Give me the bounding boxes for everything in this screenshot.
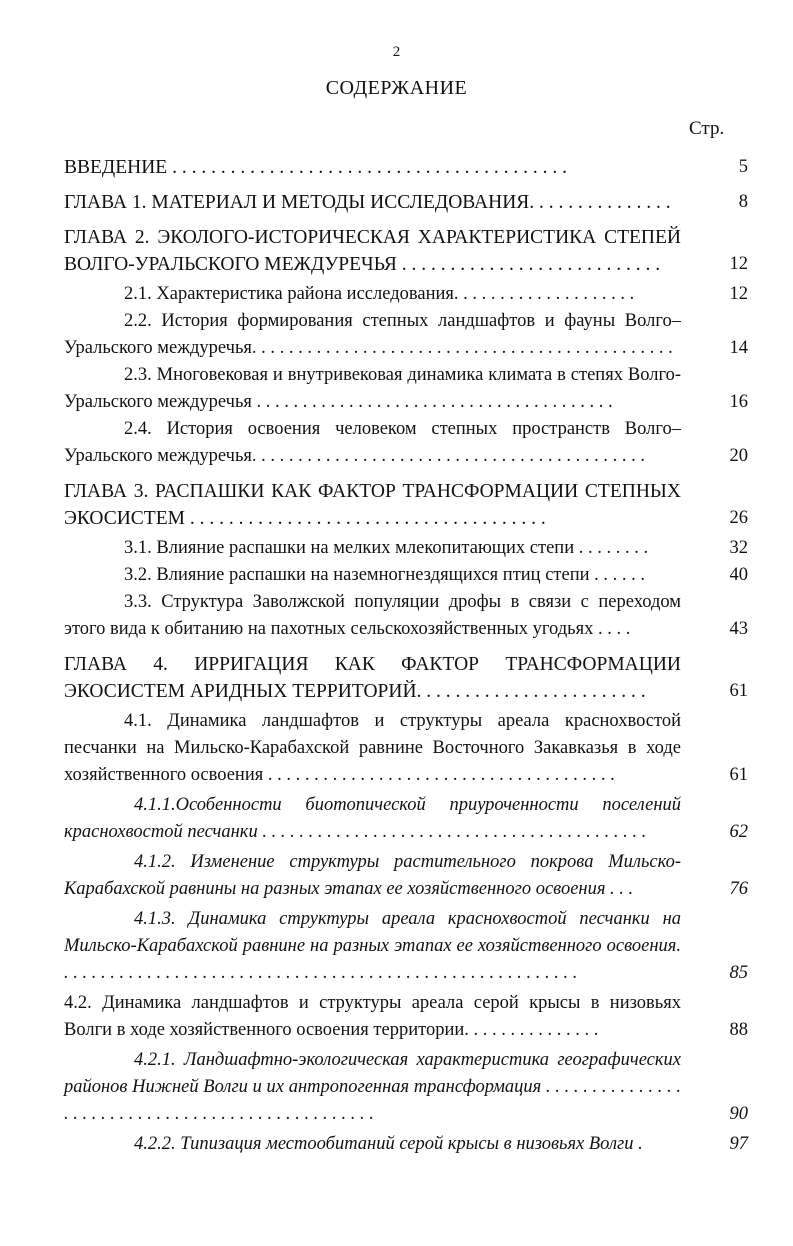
toc-entry-3-2 xyxy=(64,562,748,589)
toc-entry-page: 43 xyxy=(729,619,748,639)
toc-entry-page: 26 xyxy=(729,508,748,528)
toc-entry-text: ГЛАВА 1. МАТЕРИАЛ И МЕТОДЫ ИССЛЕДОВАНИЯ. . . . . . . . . . . . . . . xyxy=(64,192,671,213)
toc-entry-2-4 xyxy=(64,416,748,470)
toc-entry-text: 4.1. Динамика ландшафтов и структуры ареала краснохвостой песчанки на Мильско-Карабахской равнине Восточного Закавказья в ходе хозяйственного освоения . . . . . . . . . . . . . . . . . . . . . . . . . . . . . . . . . . . . . . xyxy=(64,711,681,785)
toc-entry-4-1-3 xyxy=(64,906,748,987)
toc-entry-page: 90 xyxy=(729,1104,748,1124)
toc-entry-text: ГЛАВА 2. ЭКОЛОГО-ИСТОРИЧЕСКАЯ ХАРАКТЕРИСТИКА СТЕПЕЙ ВОЛГО-УРАЛЬСКОГО МЕЖДУРЕЧЬЯ . . . . . . . . . . . . . . . . . . . . . . . . . . . xyxy=(64,227,681,275)
toc-entry-chapter-4 xyxy=(64,651,748,705)
page-column-label: Стр. xyxy=(689,118,725,139)
toc-entry-introduction xyxy=(64,154,748,181)
toc-entry-text: 2.3. Многовековая и внутривековая динамика климата в степях Волго-Уральского междуречья . . . . . . . . . . . . . . . . . . . . . . . . . . . . . . . . . . . . . . . xyxy=(64,365,681,412)
toc-entry-2-2 xyxy=(64,308,748,362)
toc-entry-page: 8 xyxy=(738,192,748,212)
toc-entry-page: 88 xyxy=(729,1020,748,1040)
toc-entry-text: 2.1. Характеристика района исследования. . . . . . . . . . . . . . . . . . . . xyxy=(124,284,635,304)
toc-entry-chapter-1 xyxy=(64,189,748,216)
toc-entry-page: 14 xyxy=(729,338,748,358)
toc-entry-text: 2.2. История формирования степных ландшафтов и фауны Волго–Уральского междуречья. . . . . . . . . . . . . . . . . . . . . . . . . . . . . . . . . . . . . . . . . . . . . . xyxy=(64,311,681,358)
toc-entry-text: ГЛАВА 3. РАСПАШКИ КАК ФАКТОР ТРАНСФОРМАЦИИ СТЕПНЫХ ЭКОСИСТЕМ . . . . . . . . . . . . . . . . . . . . . . . . . . . . . . . . . . . . . xyxy=(64,481,681,529)
toc-entry-page: 62 xyxy=(729,822,748,842)
toc-entry-page: 12 xyxy=(729,254,748,274)
toc-entry-3-3 xyxy=(64,589,748,643)
toc-entry-page: 61 xyxy=(729,765,748,785)
toc-entry-4-2-1 xyxy=(64,1047,748,1128)
toc-entry-4-2 xyxy=(64,990,748,1044)
toc-entry-4-1-1 xyxy=(64,792,748,846)
toc-entry-page: 40 xyxy=(729,565,748,585)
toc-entry-page: 32 xyxy=(729,538,748,558)
toc-entry-text: ВВЕДЕНИЕ . . . . . . . . . . . . . . . . . . . . . . . . . . . . . . . . . . . . . . . . . xyxy=(64,157,567,178)
toc-entry-2-1 xyxy=(64,281,748,308)
toc-entry-text: 4.1.1.Особенности биотопической приуроченности поселений краснохвостой песчанки . . . . . . . . . . . . . . . . . . . . . . . . . . . . . . . . . . . . . . . . . . xyxy=(64,795,681,842)
toc-entry-text: 4.2. Динамика ландшафтов и структуры ареала серой крысы в низовьях Волги в ходе хозяйственного освоения территории. . . . . . . . . . . . . . . xyxy=(64,993,681,1040)
toc-entry-page: 16 xyxy=(729,392,748,412)
toc-entry-text: 3.3. Структура Заволжской популяции дрофы в связи с переходом этого вида к обитанию на пахотных сельскохозяйственных угодьях . . . . xyxy=(64,592,681,639)
toc-entry-text: 4.2.1. Ландшафтно-экологическая характеристика географических районов Нижней Волги и их антропогенная трансформация . . . . . . . . . . . . . . . . . . . . . . . . . . . . . . . . . . . . . . . . . . . . . . . . . xyxy=(64,1050,681,1124)
toc-entry-3-1 xyxy=(64,535,748,562)
toc-entry-text: 4.2.2. Типизация местообитаний серой крысы в низовьях Волги . xyxy=(134,1134,643,1154)
toc-entry-page: 12 xyxy=(729,284,748,304)
toc-entry-text: 2.4. История освоения человеком степных пространств Волго–Уральского междуречья. . . . . . . . . . . . . . . . . . . . . . . . . . . . . . . . . . . . . . . . . . . xyxy=(64,419,681,466)
toc-entry-chapter-2 xyxy=(64,224,748,278)
page-number: 2 xyxy=(392,44,401,60)
table-of-contents xyxy=(64,146,748,1158)
toc-entry-text: 4.1.2. Изменение структуры растительного покрова Мильско-Карабахской равнины на разных этапах ее хозяйственного освоения . . . xyxy=(64,852,681,899)
toc-entry-page: 5 xyxy=(738,157,748,177)
page-title: СОДЕРЖАНИЕ xyxy=(325,77,468,99)
toc-entry-4-2-2 xyxy=(64,1131,748,1158)
toc-entry-page: 61 xyxy=(729,681,748,701)
toc-entry-chapter-3 xyxy=(64,478,748,532)
toc-entry-text: 3.2. Влияние распашки на наземногнездящихся птиц степи . . . . . . xyxy=(124,565,646,585)
toc-entry-page: 20 xyxy=(729,446,748,466)
toc-entry-2-3 xyxy=(64,362,748,416)
toc-entry-text: ГЛАВА 4. ИРРИГАЦИЯ КАК ФАКТОР ТРАНСФОРМАЦИИ ЭКОСИСТЕМ АРИДНЫХ ТЕРРИТОРИЙ. . . . . . . . . . . . . . . . . . . . . . . . xyxy=(64,654,681,702)
toc-entry-4-1-2 xyxy=(64,849,748,903)
toc-entry-page: 97 xyxy=(729,1134,748,1154)
toc-entry-text: 3.1. Влияние распашки на мелких млекопитающих степи . . . . . . . . xyxy=(124,538,649,558)
toc-entry-page: 76 xyxy=(729,879,748,899)
toc-entry-page: 85 xyxy=(729,963,748,983)
toc-entry-4-1 xyxy=(64,708,748,789)
toc-entry-text: 4.1.3. Динамика структуры ареала краснохвостой песчанки на Мильско-Карабахской равнине на разных этапах ее хозяйственного освоения. . . . . . . . . . . . . . . . . . . . . . . . . . . . . . . . . . . . . . . . . . . . . . . . . . . . . . . . . xyxy=(64,909,681,983)
